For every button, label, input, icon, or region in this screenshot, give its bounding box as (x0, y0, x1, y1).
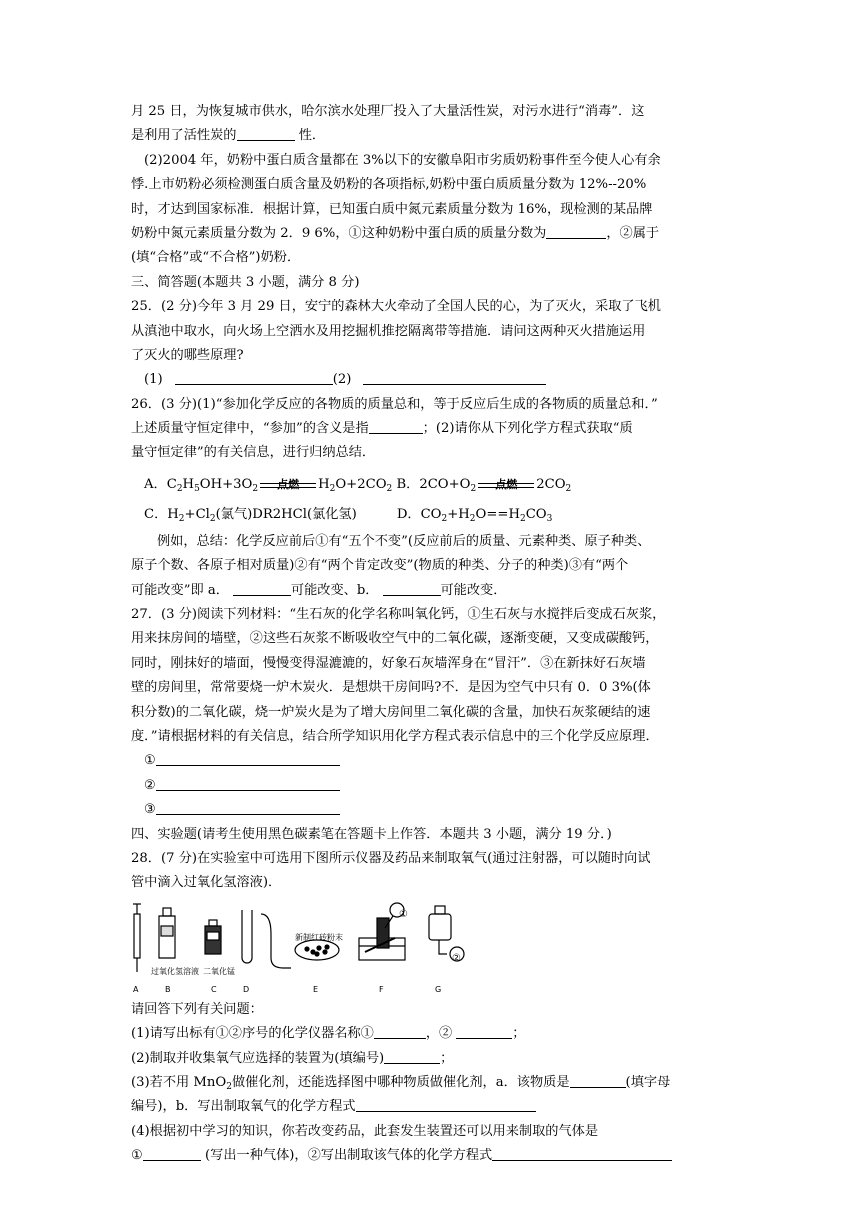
figure-letter: D (243, 984, 250, 994)
q25-answer-line (131, 368, 735, 392)
figure-label: 过氧化氢溶液 (151, 966, 199, 976)
q24-text-line: 月 25 日，为恢复城市供水，哈尔滨水处理厂投入了大量活性炭，对污水进行“消毒”．这 (131, 104, 645, 119)
answer-blank[interactable] (383, 581, 441, 596)
subscript: 3 (546, 513, 553, 524)
answer-blank[interactable] (156, 800, 340, 815)
q25-text-line: 从滇池中取水，向火场上空洒水及用挖掘机推挖隔离带等措施．请问这两种灭火措施运用 (131, 323, 646, 339)
figure-label: 二氧化锰 (203, 966, 235, 976)
figure-label: ① (399, 908, 408, 920)
subscript: 5 (194, 483, 200, 494)
answer-blank[interactable] (374, 1024, 426, 1039)
answer-label: ③ (144, 802, 156, 818)
arrow-label: 点燃 (495, 477, 518, 491)
answer-blank[interactable] (570, 1073, 626, 1088)
q26-text-line (131, 417, 735, 441)
answer-blank[interactable] (356, 1097, 536, 1112)
q28-text-line (131, 1095, 735, 1119)
q24-part2-line (131, 222, 735, 246)
q28-text: (填字母 (625, 1074, 671, 1090)
apparatus-figure (131, 902, 735, 994)
q24-part2-line: 时，才达到国家标准．根据计算，已知蛋白质中氮元素质量分数为 16%，现检测的某品牌 (131, 201, 653, 217)
answer-blank[interactable] (492, 1146, 672, 1161)
subscript: 2 (176, 483, 183, 494)
subscript: 2 (252, 483, 259, 494)
eq-text: H (182, 476, 195, 492)
q26-text: 可能改变、b． (290, 582, 379, 598)
answer-label: ② (144, 777, 156, 793)
arrow-label: 点燃 (277, 477, 300, 491)
subscript: 2 (565, 483, 572, 494)
q28-text-line (131, 1144, 735, 1168)
q28-text-line: 管中滴入过氧化氢溶液)． (131, 875, 282, 891)
q27-answer-line (131, 749, 735, 773)
figure-label: ② (452, 952, 461, 964)
q24-text: 是利用了活性炭的 (131, 128, 237, 144)
q26-text-line: 26．(3 分)(1)“参加化学反应的各物质的质量总和，等于反应后生成的各物质的质量总和．” (131, 396, 658, 412)
q27-text-line: 27．(3 分)阅读下列材料：“生石灰的化学名称叫氧化钙，①生石灰与水搅拌后变成石灰浆， (131, 607, 666, 623)
eq-text: C．H (144, 506, 179, 522)
subscript: 2 (519, 513, 526, 524)
answer-blank[interactable] (546, 224, 606, 239)
answer-blank[interactable] (156, 776, 340, 791)
answer-blank[interactable] (384, 1049, 440, 1064)
answer-label: (2) (332, 372, 352, 388)
eq-text: B．2CO+O (392, 476, 471, 492)
test-tube (242, 910, 252, 963)
eq-text: O==H (475, 506, 520, 522)
section-heading: 四、实验题(请考生使用黑色碳素笔在答题卡上作答．本题共 3 小题，满分 19 分．) (131, 826, 612, 842)
q27-text-line: 度．”请根据材料的有关信息，结合所学知识用化学方程式表示信息中的三个化学反应原理． (131, 728, 659, 744)
answer-blank[interactable] (237, 126, 295, 141)
figure-letter: F (379, 984, 384, 994)
q27-answer-line (131, 774, 735, 798)
equation-line (131, 500, 735, 530)
answer-label: (1) (144, 372, 163, 388)
q24-text-line (131, 124, 735, 148)
subscript: 2 (386, 483, 393, 494)
q25-text-line: 了灭火的哪些原理? (131, 347, 244, 363)
q27-answer-line (131, 798, 735, 822)
q26-text: 可能改变． (440, 582, 507, 598)
q27-text-line: 用来抹房间的墙壁，②这些石灰浆不断吸收空气中的二氧化碳，逐渐变硬，又变成碳酸钙， (131, 631, 659, 647)
answer-label: ① (131, 1148, 143, 1164)
section-heading: 三、简答题(本题共 3 小题，满分 8 分) (131, 274, 360, 290)
subscript: 2 (469, 513, 476, 524)
exam-page (131, 100, 735, 1168)
q26-example-line: 例如，总结：化学反应前后①有“五个不变”(反应前后的质量、元素种类、原子种类、 (157, 533, 651, 549)
q28-text-line (131, 1071, 735, 1095)
q26-text: 可能改变”即 a． (131, 582, 229, 598)
q24-text: 奶粉中氮元素质量分数为 2．9 6%，①这种奶粉中蛋白质的质量分数为 (131, 225, 547, 241)
answer-blank[interactable] (156, 751, 340, 766)
q27-text-line: 壁的房间里，常常要烧一炉木炭火．是想烘干房间吗?不．是因为空气中只有 0．0 3%(体 (131, 680, 651, 696)
answer-blank[interactable] (143, 1146, 201, 1161)
q24-part2-line: 悸.上市奶粉必须检测蛋白质含量及奶粉的各项指标,奶粉中蛋白质质量分数为 12%--20% (131, 177, 647, 193)
eq-text: CO (525, 506, 547, 522)
q28-text: (2)制取并收集氧气应选择的装置为(填编号) (131, 1050, 385, 1066)
q28-text: 做催化剂，还能选择图中哪种物质做催化剂，a．该物质是 (231, 1074, 570, 1090)
q26-text: ；(2)请你从下列化学方程式获取“质 (422, 421, 633, 437)
subscript: 2 (226, 1081, 232, 1092)
answer-blank[interactable] (363, 370, 546, 385)
q24-text: 性． (294, 128, 326, 144)
eq-text: D．CO (396, 506, 442, 522)
reaction-arrow (478, 477, 534, 491)
gas-collector (429, 914, 451, 940)
answer-label: ① (144, 753, 156, 769)
subscript: 2 (470, 483, 477, 494)
q27-text-line: 积分数)的二氧化碳，烧一炉炭火是为了增大房间里二氧化碳的含量，加快石灰浆硬结的速 (131, 704, 651, 720)
q28-text: ，② (425, 1026, 453, 1042)
q26-example-line (131, 579, 735, 603)
q28-text: (3)若不用 MnO (131, 1074, 227, 1090)
q28-text: ； (512, 1026, 526, 1042)
figure-label: 新制红砖粉末 (295, 932, 343, 942)
subscript: 2 (209, 513, 216, 524)
q28-text-line: (4)根据初中学习的知识，你若改变药品，此套发生装置还可以用来制取的气体是 (131, 1123, 599, 1139)
q26-text-line: 量守恒定律”的有关信息，进行归纳总结． (131, 445, 376, 461)
reagent-bottle (159, 916, 175, 958)
q28-text: 编号)，b．写出制取氧气的化学方程式 (131, 1099, 356, 1115)
q28-text-line: 28．(7 分)在实验室中可选用下图所示仪器及药品来制取氧气(通过注射器，可以随时向试 (131, 850, 651, 866)
q24-part2-line: (2)2004 年，奶粉中蛋白质含量都在 3%以下的安徽阜阳市劣质奶粉事件至今使人心有余 (144, 152, 661, 168)
q26-text: 上述质量守恒定律中，“参加”的含义是指 (131, 421, 369, 437)
q28-text: (1)请写出标有①②序号的化学仪器名称① (131, 1026, 374, 1042)
reaction-arrow (260, 477, 316, 491)
eq-text: H (318, 476, 330, 492)
figure-letter: E (313, 984, 319, 994)
eq-text: +H (447, 506, 470, 522)
q28-text-line (131, 1022, 735, 1046)
answer-blank[interactable] (175, 370, 333, 385)
eq-text: A．C (144, 476, 177, 492)
answer-blank[interactable] (456, 1024, 512, 1039)
eq-text: O+2CO (335, 476, 387, 492)
q25-text-line: 25．(2 分)今年 3 月 29 日，安宁的森林大火牵动了全国人民的心，为了灭火，采取了飞机 (131, 299, 661, 315)
figure-letter: C (211, 984, 217, 994)
q27-text-line: 同时，刚抹好的墙面，慢慢变得湿漉漉的，好象石灰墙浑身在“冒汗”．③在新抹好石灰墙 (131, 655, 646, 671)
q24-part2-line: (填“合格”或“不合格”)奶粉． (131, 250, 301, 266)
q26-example-line: 原子个数、各原子相对质量)②有“两个肯定改变”(物质的种类、分子的种类)③有“两个 (131, 558, 629, 574)
eq-text: +Cl (184, 506, 210, 522)
eq-text: 2CO (536, 476, 566, 492)
answer-blank[interactable] (233, 581, 291, 596)
syringe-barrel (134, 914, 140, 958)
q28-text-line: 请回答下列有关问题： (131, 1001, 263, 1017)
q24-text: ，②属于 (606, 225, 660, 241)
subscript: 2 (178, 513, 185, 524)
figure-letter: A (133, 984, 139, 994)
q28-text-line (131, 1047, 735, 1071)
subscript: 2 (329, 483, 336, 494)
figure-letter: G (435, 984, 442, 994)
subscript: 2 (441, 513, 448, 524)
equation-line (131, 466, 735, 500)
eq-text: OH+3O (199, 476, 253, 492)
q28-text: (写出一种气体)，②写出制取该气体的化学方程式 (200, 1148, 493, 1164)
answer-blank[interactable] (369, 419, 423, 434)
eq-text: (氯气)DR2HCl(氯化氢) (215, 506, 357, 522)
figure-letter: B (165, 984, 171, 994)
q28-text: ； (440, 1050, 454, 1066)
